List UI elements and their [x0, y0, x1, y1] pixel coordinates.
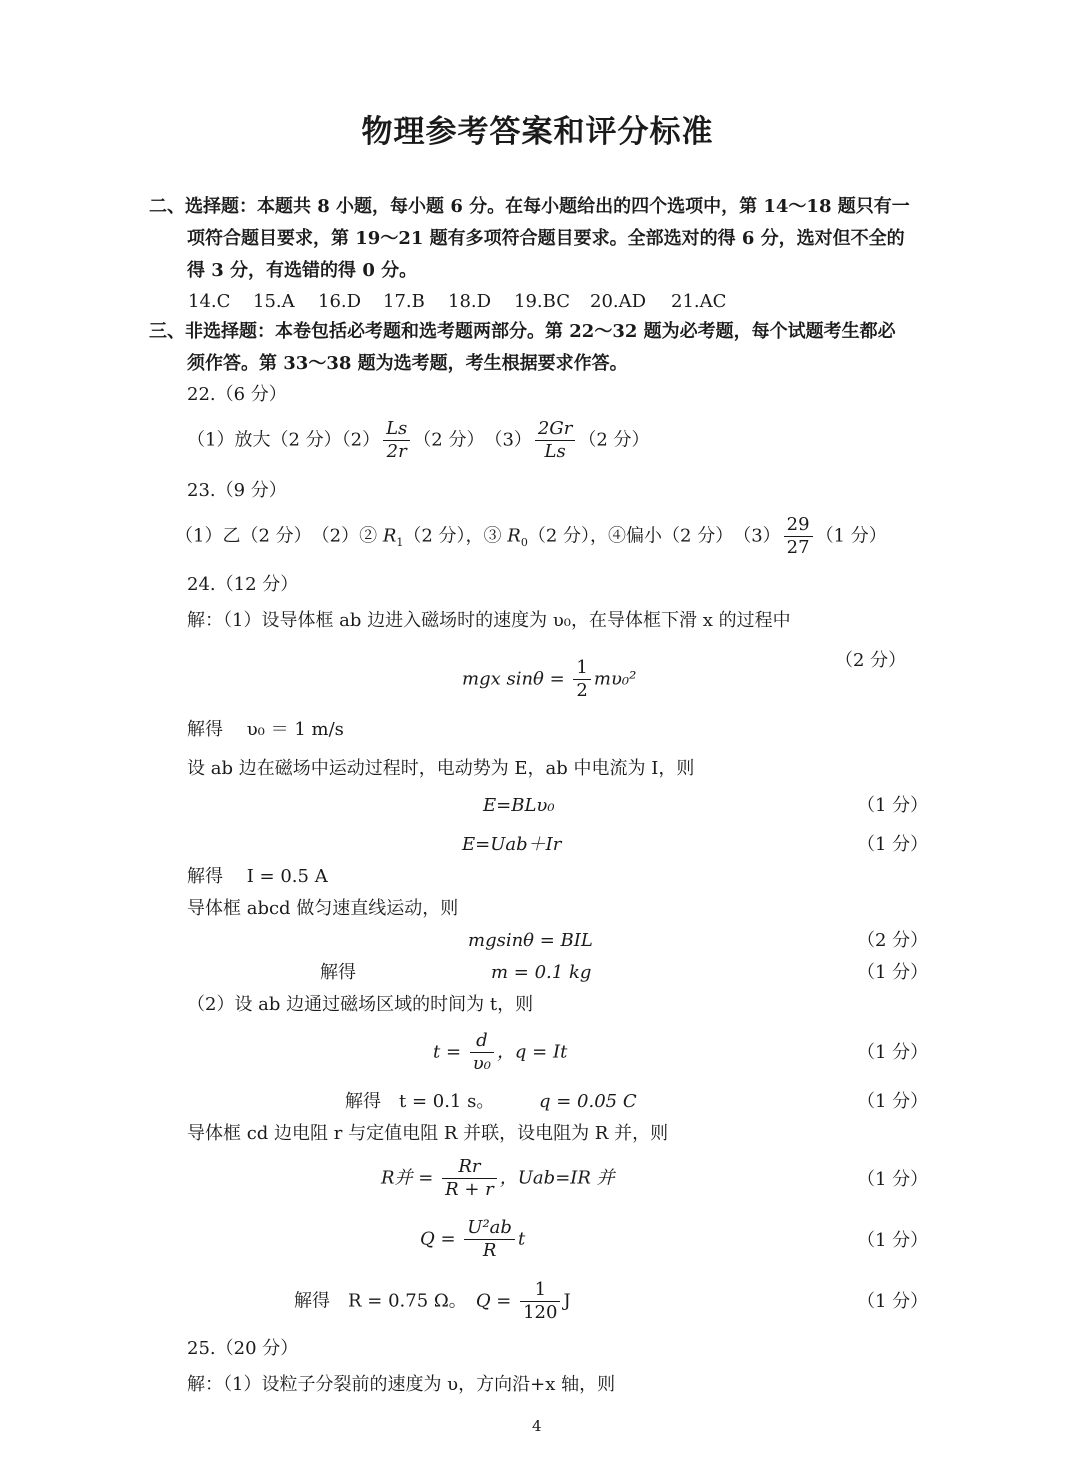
fraction-denominator: 27	[786, 537, 810, 558]
fraction-denominator: Ls	[544, 441, 566, 462]
q24-step5: 导体框 cd 边电阻 r 与定值电阻 R 并联，设电阻为 R 并，则	[187, 1123, 669, 1144]
fraction-numerator: U²ab	[464, 1217, 515, 1240]
q24-eq6-points: （1 分）	[857, 1169, 929, 1190]
eq-right: t	[517, 1228, 526, 1250]
fraction-numerator: 29	[784, 514, 813, 537]
q24-result4b: q = 0.05 C	[539, 1091, 637, 1112]
result5-fraction	[520, 1279, 560, 1324]
section2-line2: 项符合题目要求，第 19～21 题有多项符合题目要求。全部选对的得 6 分，选对但不全的	[187, 228, 905, 249]
page-title: 物理参考答案和评分标准	[361, 114, 714, 150]
fraction-numerator: d	[470, 1030, 494, 1053]
eq7-fraction	[464, 1217, 515, 1262]
fraction-numerator: 1	[573, 657, 590, 680]
q24-step3: 导体框 abcd 做匀速直线运动，则	[187, 898, 459, 919]
q24-eq1-points: （2 分）	[835, 650, 907, 671]
q23-answer	[175, 514, 887, 559]
eq5-fraction	[470, 1030, 494, 1075]
q24-eq3-points: （1 分）	[857, 834, 929, 855]
q23-part3: （2 分），④偏小（2 分） （3）	[527, 525, 781, 547]
q24-header: 24.（12 分）	[187, 574, 299, 595]
q24-eq4: mgsinθ = BIL	[468, 930, 593, 951]
fraction-denominator: υ₀	[472, 1053, 491, 1074]
fraction-denominator: 2	[576, 680, 588, 701]
section2-line1: 二、选择题：本题共 8 小题，每小题 6 分。在每小题给出的四个选项中，第 14～18 题只有一	[149, 196, 910, 217]
q23-r1-sub: 1	[396, 536, 404, 550]
q22-part1: （1）放大（2 分）（2）	[187, 429, 381, 451]
eq-right: ，Uab=IR 并	[499, 1167, 615, 1189]
result-q: Q =	[475, 1290, 518, 1312]
answer-item: 14.C	[188, 291, 231, 312]
q24-result1: 解得 υ₀ ＝ 1 m/s	[187, 719, 344, 740]
q23-part2: （2 分），③	[403, 525, 508, 547]
q24-eq2-points: （1 分）	[857, 795, 929, 816]
q23-r1: R	[382, 525, 397, 547]
q23-r0-sub: 0	[520, 536, 528, 550]
q24-eq5-points: （1 分）	[857, 1042, 929, 1063]
answer-item: 19.BC	[514, 291, 570, 312]
q24-result3: m = 0.1 kg	[491, 962, 592, 983]
answer-item: 18.D	[448, 291, 492, 312]
eq-left: Q =	[420, 1228, 462, 1250]
q24-step4: （2）设 ab 边通过磁场区域的时间为 t，则	[187, 994, 534, 1015]
q24-result5	[294, 1279, 571, 1324]
fraction-denominator: 120	[523, 1302, 558, 1323]
q24-eq3: E=Uab＋Ir	[462, 834, 562, 855]
eq-right: mυ₀²	[593, 668, 637, 690]
section3-line2: 须作答。第 33～38 题为选考题，考生根据要求作答。	[187, 353, 628, 374]
q25-header: 25.（20 分）	[187, 1338, 299, 1359]
answer-item: 17.B	[383, 291, 425, 312]
eq6-fraction	[442, 1156, 497, 1201]
q23-r0: R	[507, 525, 521, 547]
eq-left: R并 =	[381, 1167, 440, 1189]
result-unit: J	[563, 1290, 571, 1312]
q24-eq2: E=BLυ₀	[483, 795, 555, 816]
q24-step2: 设 ab 边在磁场中运动过程时，电动势为 E，ab 中电流为 I，则	[187, 758, 695, 779]
q22-fraction-1	[383, 418, 410, 463]
q25-step1: 解：（1）设粒子分裂前的速度为 υ，方向沿+x 轴，则	[187, 1374, 616, 1395]
q23-part4: （1 分）	[815, 525, 887, 547]
q24-step1: 解：（1）设导体框 ab 边进入磁场时的速度为 υ₀，在导体框下滑 x 的过程中	[187, 610, 791, 631]
q23-part1: （1）乙（2 分） （2）②	[175, 525, 383, 547]
q24-result3-label: 解得	[320, 962, 356, 983]
q23-header: 23.（9 分）	[187, 480, 287, 501]
q22-fraction-2	[535, 418, 575, 463]
q24-result2: 解得 I = 0.5 A	[187, 866, 328, 887]
q24-result4a: 解得 t = 0.1 s。	[345, 1091, 495, 1112]
section2-line3: 得 3 分，有选错的得 0 分。	[187, 260, 418, 281]
fraction-numerator: Rr	[442, 1156, 497, 1179]
q24-result3-points: （1 分）	[857, 962, 929, 983]
fraction-denominator: 2r	[386, 441, 407, 462]
q24-result5-points: （1 分）	[857, 1291, 929, 1312]
fraction-numerator: Ls	[383, 418, 410, 441]
fraction-denominator: R	[482, 1240, 497, 1261]
eq1-fraction	[573, 657, 590, 702]
q22-header: 22.（6 分）	[187, 384, 287, 405]
eq-right: ，q = It	[496, 1041, 568, 1063]
answer-item: 15.A	[253, 291, 295, 312]
answer-list	[188, 291, 726, 313]
fraction-denominator: R + r	[445, 1179, 494, 1200]
q24-eq7	[420, 1217, 525, 1262]
q24-result4-points: （1 分）	[857, 1091, 929, 1112]
q22-answer	[187, 418, 650, 463]
answer-item: 16.D	[318, 291, 362, 312]
q24-eq5	[433, 1030, 567, 1075]
answer-item: 20.AD	[590, 291, 647, 312]
section3-line1: 三、非选择题：本卷包括必考题和选考题两部分。第 22～32 题为必考题，每个试题考生都必	[149, 321, 896, 342]
result-text: 解得 R = 0.75 Ω。	[294, 1290, 458, 1312]
q24-eq4-points: （2 分）	[857, 930, 929, 951]
q22-part3: （2 分）	[578, 429, 650, 451]
q23-fraction	[784, 514, 813, 559]
page-number: 4	[532, 1417, 542, 1435]
eq-left: t =	[433, 1041, 467, 1063]
fraction-numerator: 2Gr	[535, 418, 575, 441]
eq-left: mgx sinθ =	[462, 668, 571, 690]
q22-part2: （2 分） （3）	[413, 429, 532, 451]
fraction-numerator: 1	[520, 1279, 560, 1302]
answer-item: 21.AC	[671, 291, 727, 312]
q24-eq1	[462, 657, 636, 702]
q24-eq6	[381, 1156, 615, 1201]
q24-eq7-points: （1 分）	[857, 1230, 929, 1251]
